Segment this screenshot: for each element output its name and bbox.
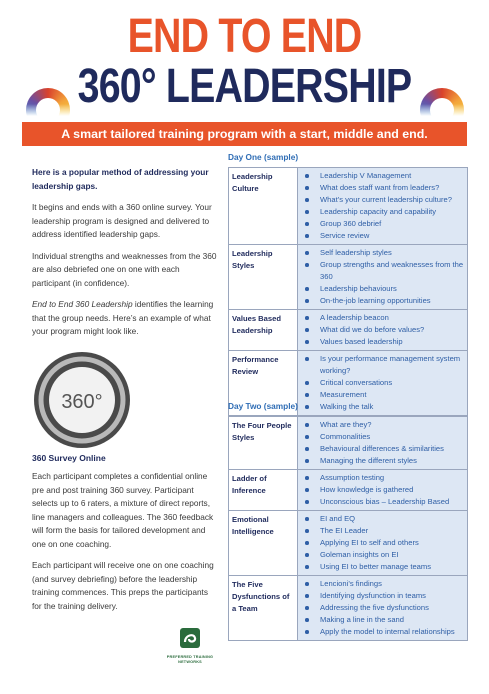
list-item: What are they? [302, 419, 464, 431]
title-line-1: END TO END [127, 10, 362, 63]
bullet-list [302, 578, 464, 638]
title-line-2: 360° LEADERSHIP [77, 60, 412, 113]
list-item: Walking the talk [302, 401, 464, 413]
topic-cell: Performance Review [229, 351, 298, 416]
items-cell [298, 576, 468, 641]
items-cell [298, 470, 468, 511]
items-cell [298, 245, 468, 310]
list-item: Commonalities [302, 431, 464, 443]
bullet-list [302, 472, 464, 508]
table-row [229, 470, 468, 511]
preferred-training-networks-logo [160, 626, 220, 665]
list-item: Measurement [302, 389, 464, 401]
survey-heading: 360 Survey Online [32, 453, 106, 463]
items-cell [298, 168, 468, 245]
list-item: Making a line in the sand [302, 614, 464, 626]
topic-cell: Leadership Culture [229, 168, 298, 245]
topic-cell: The Five Dysfunctions of a Team [229, 576, 298, 641]
topic-cell: Values Based Leadership [229, 310, 298, 351]
list-item: What did we do before values? [302, 324, 464, 336]
list-item: Managing the different styles [302, 455, 464, 467]
day-two-table [228, 416, 468, 641]
survey-paragraph-2: Each participant will receive one on one coaching (and survey debriefing) before the leadership training commences. This preps the participants for the training delivery. [32, 560, 214, 611]
table-row [229, 168, 468, 245]
day-one-table [228, 167, 468, 416]
list-item: What’s your current leadership culture? [302, 194, 464, 206]
360-badge-icon [32, 350, 132, 450]
subtitle-banner: A smart tailored training program with a start, middle and end. [22, 122, 467, 146]
table-row [229, 576, 468, 641]
list-item: Critical conversations [302, 377, 464, 389]
bullet-list [302, 247, 464, 307]
survey-section [32, 470, 217, 621]
list-item: The EI Leader [302, 525, 464, 537]
list-item: Unconscious bias – Leadership Based [302, 496, 464, 508]
list-item: A leadership beacon [302, 312, 464, 324]
topic-cell: Emotional Intelligence [229, 511, 298, 576]
program-name: End to End 360 Leadership [32, 299, 133, 309]
intro-section [32, 166, 217, 347]
list-item: Identifying dysfunction in teams [302, 590, 464, 602]
items-cell [298, 417, 468, 470]
intro-paragraph-3 [32, 298, 217, 339]
list-item: Leadership V Management [302, 170, 464, 182]
list-item: Goleman insights on EI [302, 549, 464, 561]
table-row [229, 245, 468, 310]
logo-mark-icon [178, 626, 202, 650]
list-item: Group 360 debrief [302, 218, 464, 230]
items-cell [298, 511, 468, 576]
list-item: On-the-job learning opportunities [302, 295, 464, 307]
list-item: Group strengths and weaknesses from the 360 [302, 259, 464, 283]
topic-cell: Ladder of Inference [229, 470, 298, 511]
day-one-heading: Day One (sample) [228, 152, 299, 162]
list-item: Is your performance management system working? [302, 353, 464, 377]
list-item: Assumption testing [302, 472, 464, 484]
bullet-list [302, 170, 464, 242]
intro-paragraph-1: It begins and ends with a 360 online survey. Your leadership program is designed and delivered to address identified leadership gaps. [32, 202, 212, 239]
list-item: Using EI to better manage teams [302, 561, 464, 573]
list-item: Self leadership styles [302, 247, 464, 259]
day-two-heading: Day Two (sample) [228, 401, 298, 411]
bullet-list [302, 419, 464, 467]
list-item: Lencioni’s findings [302, 578, 464, 590]
bullet-list [302, 513, 464, 573]
intro-paragraph-3-rest: identifies the learning that the group needs. Here’s an example of what your program might look like. [32, 299, 214, 336]
bullet-list [302, 312, 464, 348]
list-item: Behavioural differences & similarities [302, 443, 464, 455]
list-item: Apply the model to internal relationships [302, 626, 464, 638]
table-row [229, 310, 468, 351]
badge-label: 360° [61, 391, 103, 413]
intro-paragraph-2: Individual strengths and weaknesses from the 360 are also debriefed one on one with each participant (in confidence). [32, 250, 217, 288]
survey-paragraph-1: Each participant completes a confidential online pre and post training 360 survey. Participant selects up to 6 raters, a mixture of direct reports, line managers and colleagues. The 360 feedback will form the basis for tailored development and one on one coaching. [32, 471, 214, 549]
list-item: What does staff want from leaders? [302, 182, 464, 194]
list-item: Service review [302, 230, 464, 242]
list-item: How knowledge is gathered [302, 484, 464, 496]
items-cell [298, 310, 468, 351]
intro-lead: Here is a popular method of addressing your leadership gaps. [32, 167, 209, 191]
bullet-list [302, 353, 464, 413]
list-item: Leadership behaviours [302, 283, 464, 295]
logo-text-line-2: NETWORKS [178, 660, 202, 664]
list-item: EI and EQ [302, 513, 464, 525]
logo-text-line-1: PREFERRED TRAINING [166, 655, 214, 659]
table-row [229, 417, 468, 470]
topic-cell: The Four People Styles [229, 417, 298, 470]
list-item: Addressing the five dysfunctions [302, 602, 464, 614]
list-item: Leadership capacity and capability [302, 206, 464, 218]
items-cell [298, 351, 468, 416]
topic-cell: Leadership Styles [229, 245, 298, 310]
list-item: Applying EI to self and others [302, 537, 464, 549]
list-item: Values based leadership [302, 336, 464, 348]
table-row [229, 511, 468, 576]
